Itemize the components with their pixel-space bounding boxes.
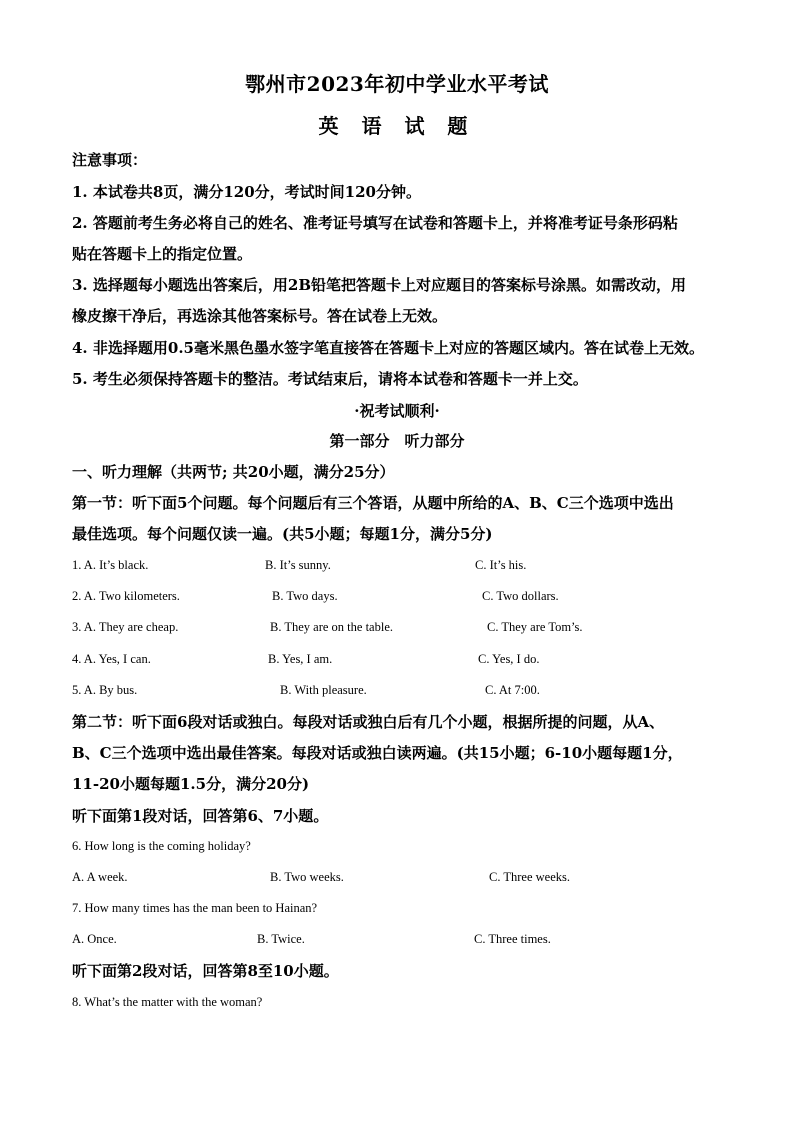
q5-option-a: 5. A. By bus. <box>72 683 138 697</box>
q6-option-a: A. A week. <box>72 870 128 884</box>
q3-option-a: 3. A. They are cheap. <box>72 620 179 634</box>
q7-option-a: A. Once. <box>72 932 117 946</box>
q3-option-c: C. They are Tom’s. <box>487 620 583 634</box>
q2-option-c: C. Two dollars. <box>482 589 559 603</box>
q5-option-c: C. At 7:00. <box>485 683 540 697</box>
wish-line: ·祝考试顺利· <box>354 402 440 420</box>
q1-option-c: C. It’s his. <box>475 558 527 572</box>
notice-item-3-cont: 橡皮擦干净后，再选涂其他答案标号。答在试卷上无效。 <box>72 307 448 325</box>
q2-option-a: 2. A. Two kilometers. <box>72 589 180 603</box>
q1-option-b: B. It’s sunny. <box>265 558 331 572</box>
subject-title: 英 语 试 题 <box>318 114 476 138</box>
section2-intro-line2: B、C三个选项中选出最佳答案。每段对话或独白读两遍。(共15小题；6-10小题每题1分， <box>72 744 683 762</box>
exam-title: 鄂州市2023年初中学业水平考试 <box>245 72 549 96</box>
part1-title: 第一部分 听力部分 <box>329 432 465 450</box>
notice-heading: 注意事项： <box>72 151 148 169</box>
q4-option-b: B. Yes, I am. <box>268 652 333 666</box>
section1-intro-line1: 第一节：听下面5个问题。每个问题后有三个答语，从题中所给的A、B、C三个选项中选出 <box>72 494 674 512</box>
section1-intro-line2: 最佳选项。每个问题仅读一遍。(共5小题；每题1分，满分5分) <box>72 525 493 543</box>
section2-intro-line3: 11-20小题每题1.5分，满分20分) <box>72 775 310 793</box>
section2-intro-line1: 第二节：听下面6段对话或独白。每段对话或独白后有几个小题，根据所提的问题，从A、 <box>72 713 665 731</box>
notice-item-3: 3. 选择题每小题选出答案后，用2B铅笔把答题卡上对应题目的答案标号涂黑。如需改动，用 <box>72 276 687 294</box>
dialog1-heading: 听下面第1段对话，回答第6、7小题。 <box>72 807 329 825</box>
notice-item-2-cont: 贴在答题卡上的指定位置。 <box>72 245 253 263</box>
q4-option-c: C. Yes, I do. <box>478 652 540 666</box>
q1-option-a: 1. A. It’s black. <box>72 558 149 572</box>
notice-item-1: 1. 本试卷共8页，满分120分，考试时间120分钟。 <box>72 183 421 201</box>
q2-option-b: B. Two days. <box>272 589 338 603</box>
dialog2-heading: 听下面第2段对话，回答第8至10小题。 <box>72 962 339 980</box>
notice-item-5: 5. 考生必须保持答题卡的整洁。考试结束后，请将本试卷和答题卡一并上交。 <box>72 370 588 388</box>
q3-option-b: B. They are on the table. <box>270 620 393 634</box>
section-heading: 一、听力理解（共两节; 共20小题，满分25分） <box>72 463 395 481</box>
q7-option-b: B. Twice. <box>257 932 305 946</box>
notice-item-4: 4. 非选择题用0.5毫米黑色墨水签字笔直接答在答题卡上对应的答题区域内。答在试卷上无效。 <box>72 339 704 357</box>
notice-item-2: 2. 答题前考生务必将自己的姓名、准考证号填写在试卷和答题卡上，并将准考证号条形码粘 <box>72 214 678 232</box>
q4-option-a: 4. A. Yes, I can. <box>72 652 151 666</box>
question-8: 8. What’s the matter with the woman? <box>72 995 263 1009</box>
q6-option-b: B. Two weeks. <box>270 870 344 884</box>
question-6: 6. How long is the coming holiday? <box>72 839 251 853</box>
q7-option-c: C. Three times. <box>474 932 551 946</box>
q5-option-b: B. With pleasure. <box>280 683 367 697</box>
q6-option-c: C. Three weeks. <box>489 870 570 884</box>
question-7: 7. How many times has the man been to Hainan? <box>72 901 318 915</box>
